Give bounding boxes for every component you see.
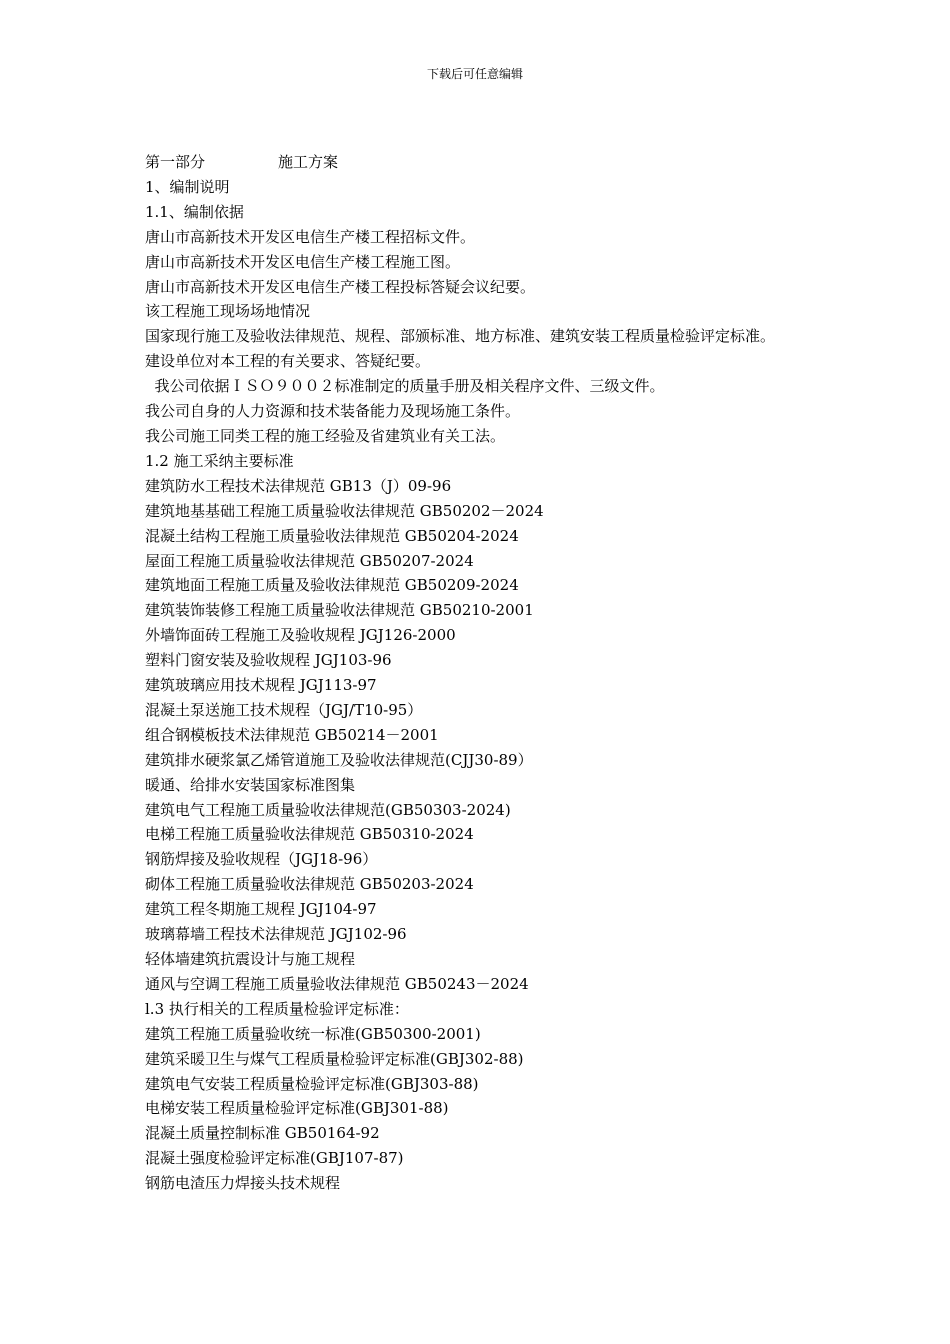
standard-item: 塑料门窗安装及验收规程 JGJ103-96	[145, 651, 392, 670]
standard-item: 砌体工程施工质量验收法律规范 GB50203-2024	[145, 875, 474, 894]
subsection-heading: 1.1、编制依据	[145, 202, 244, 221]
standard-item: 建筑工程冬期施工规程 JGJ104-97	[145, 900, 377, 919]
standard-item: 钢筋焊接及验收规程（JGJ18-96）	[145, 850, 378, 869]
standard-item: 暖通、给排水安装国家标准图集	[145, 775, 356, 794]
text-line: 建设单位对本工程的有关要求、答疑纪要。	[145, 352, 431, 371]
page-header-note: 下载后可任意编辑	[426, 67, 523, 81]
text-line: 该工程施工现场场地情况	[145, 302, 311, 321]
standard-item: 建筑地基基础工程施工质量验收法律规范 GB50202－2024	[145, 501, 544, 520]
standard-item: 通风与空调工程施工质量验收法律规范 GB50243－2024	[145, 974, 529, 993]
part-title	[145, 150, 815, 175]
standard-item: 电梯安装工程质量检验评定标准(GBJ301-88)	[145, 1099, 449, 1118]
standard-item: 建筑工程施工质量验收统一标准(GB50300-2001)	[145, 1024, 481, 1043]
standard-item: 建筑采暖卫生与煤气工程质量检验评定标准(GBJ302-88)	[145, 1049, 524, 1068]
text-line: 我公司自身的人力资源和技术装备能力及现场施工条件。	[145, 402, 521, 421]
standard-item: 轻体墙建筑抗震设计与施工规程	[145, 950, 356, 968]
standard-item: 混凝土质量控制标准 GB50164-92	[145, 1124, 380, 1143]
standard-item: 电梯工程施工质量验收法律规范 GB50310-2024	[145, 825, 474, 844]
subsection-heading: 1.2 施工采纳主要标准	[145, 451, 294, 470]
standard-item: 建筑装饰装修工程施工质量验收法律规范 GB50210-2001	[145, 601, 534, 620]
standard-item: 混凝土泵送施工技术规程（JGJ/T10-95）	[145, 700, 423, 719]
standard-item: 建筑地面工程施工质量及验收法律规范 GB50209-2024	[145, 576, 519, 595]
standard-item: 组合钢模板技术法律规范 GB50214－2001	[145, 725, 439, 744]
standard-item: 建筑电气安装工程质量检验评定标准(GBJ303-88)	[145, 1074, 479, 1093]
standard-item: 混凝土结构工程施工质量验收法律规范 GB50204-2024	[145, 526, 519, 545]
standard-item: 屋面工程施工质量验收法律规范 GB50207-2024	[145, 551, 474, 570]
text-line: 我公司依据ＩＳＯ９００２标准制定的质量手册及相关程序文件、三级文件。	[145, 377, 665, 396]
part-label: 第一部分	[145, 153, 206, 171]
text-line: 唐山市高新技术开发区电信生产楼工程施工图。	[145, 252, 461, 271]
document-body	[145, 150, 815, 1196]
standard-item: 建筑防水工程技术法律规范 GB13（J）09-96	[145, 476, 452, 495]
standard-item: 玻璃幕墙工程技术法律规范 JGJ102-96	[145, 925, 407, 944]
standard-item: 建筑排水硬浆氯乙烯管道施工及验收法律规范(CJJ30-89）	[145, 750, 533, 769]
standard-item: 混凝土强度检验评定标准(GBJ107-87)	[145, 1149, 404, 1168]
text-line: 唐山市高新技术开发区电信生产楼工程投标答疑会议纪要。	[145, 277, 536, 296]
standard-item: 建筑玻璃应用技术规程 JGJ113-97	[145, 676, 377, 695]
text-paragraph: 国家现行施工及验收法律规范、规程、部颁标准、地方标准、建筑安装工程质量检验评定标准。	[145, 327, 776, 346]
text-line: 唐山市高新技术开发区电信生产楼工程招标文件。	[145, 227, 476, 246]
text-line: 我公司施工同类工程的施工经验及省建筑业有关工法。	[145, 426, 506, 445]
standard-item: 外墙饰面砖工程施工及验收规程 JGJ126-2000	[145, 626, 456, 645]
standard-item: 建筑电气工程施工质量验收法律规范(GB50303-2024)	[145, 800, 511, 819]
standard-item: 钢筋电渣压力焊接头技术规程	[145, 1174, 341, 1193]
section-heading: 1、编制说明	[145, 177, 230, 196]
subsection-heading: l.3 执行相关的工程质量检验评定标准：	[145, 999, 409, 1018]
part-name: 施工方案	[278, 153, 339, 171]
